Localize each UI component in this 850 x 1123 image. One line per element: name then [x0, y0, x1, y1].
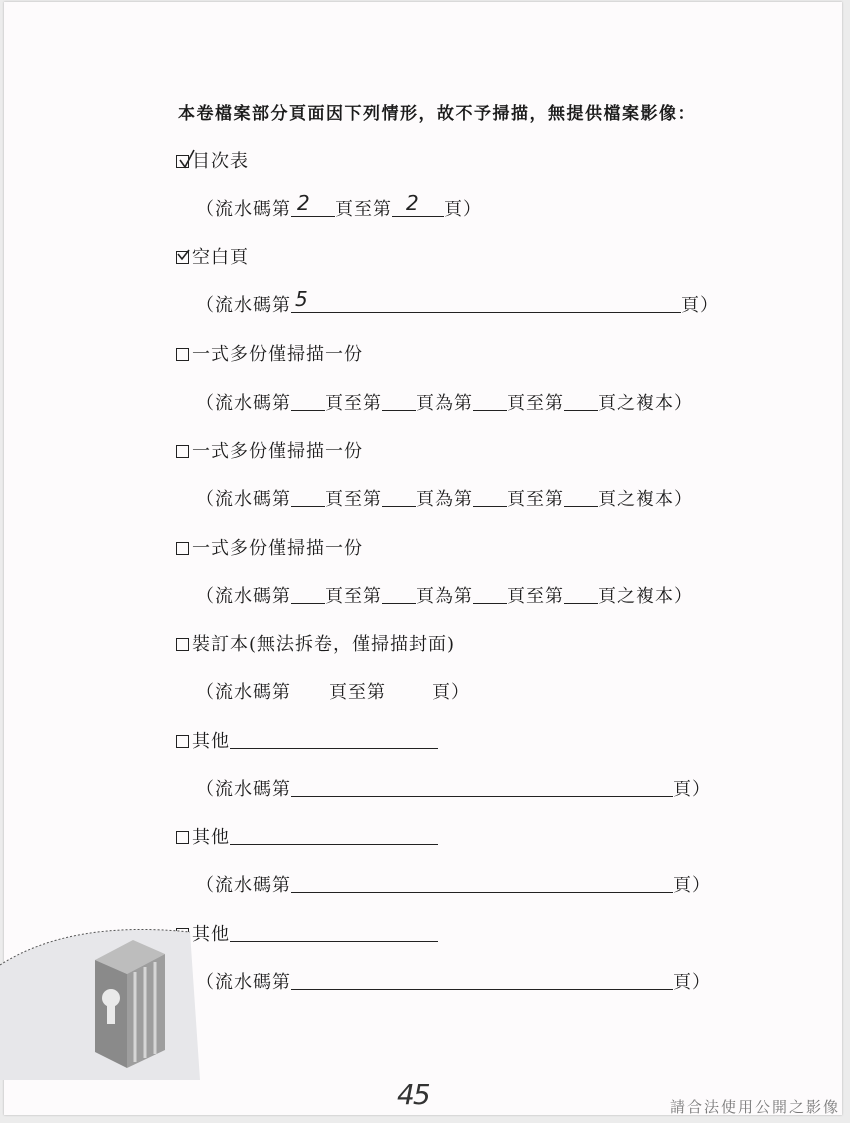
serial-field[interactable]	[473, 394, 507, 411]
checkbox[interactable]	[176, 735, 189, 748]
checkmark-icon	[177, 249, 190, 262]
copy-range-line: （流水碼第 頁至第 頁為第 頁至第 頁之複本）	[196, 393, 693, 414]
serial-field[interactable]	[291, 587, 325, 604]
checkbox-checked[interactable]	[176, 155, 189, 168]
serial-line: （流水碼第 頁）	[196, 779, 711, 800]
item-other[interactable]	[176, 826, 438, 850]
item-label: 一式多份僅掃描一份	[192, 344, 363, 365]
item-duplicate-copies[interactable]	[176, 343, 363, 367]
other-reason-field[interactable]	[230, 925, 438, 942]
item-label: 其他	[192, 827, 230, 848]
serial-from-field[interactable]	[291, 191, 335, 217]
serial-field[interactable]	[564, 490, 598, 507]
copy-range-line: （流水碼第 頁至第 頁為第 頁至第 頁之複本）	[196, 489, 693, 510]
item-label: 目次表	[192, 151, 249, 172]
checkmark-icon	[178, 148, 196, 170]
serial-field[interactable]	[291, 973, 673, 990]
item-duplicate-copies[interactable]	[176, 440, 363, 464]
item-label: 其他	[192, 731, 230, 752]
item-label: 其他	[192, 924, 230, 945]
serial-field[interactable]	[564, 394, 598, 411]
serial-field[interactable]	[473, 587, 507, 604]
serial-field[interactable]	[291, 394, 325, 411]
checkbox[interactable]	[176, 348, 189, 361]
serial-field[interactable]	[291, 876, 673, 893]
checkbox[interactable]	[176, 445, 189, 458]
serial-field[interactable]	[291, 490, 325, 507]
archive-logo-icon	[0, 920, 200, 1080]
checkbox[interactable]	[176, 831, 189, 844]
item-blank-page[interactable]	[176, 246, 249, 270]
item-label: 裝訂本(無法拆卷，僅掃描封面)	[192, 634, 456, 655]
serial-line: （流水碼第 5 頁）	[196, 287, 719, 316]
item-other[interactable]	[176, 730, 438, 754]
copy-range-line: （流水碼第 頁至第 頁為第 頁至第 頁之複本）	[196, 586, 693, 607]
serial-field[interactable]	[382, 587, 416, 604]
checkbox-checked[interactable]	[176, 251, 189, 264]
item-duplicate-copies[interactable]	[176, 537, 363, 561]
handwritten-value: 2	[406, 191, 419, 215]
serial-range-line: （流水碼第 2 頁至第 2 頁）	[196, 191, 482, 220]
serial-line: （流水碼第 頁）	[196, 972, 711, 993]
serial-line: （流水碼第 頁）	[196, 875, 711, 896]
serial-field[interactable]	[382, 490, 416, 507]
checkbox[interactable]	[176, 638, 189, 651]
item-bound-volume[interactable]	[176, 633, 455, 657]
serial-field[interactable]	[564, 587, 598, 604]
serial-field[interactable]	[291, 780, 673, 797]
handwritten-value: 5	[295, 287, 308, 311]
form-heading: 本卷檔案部分頁面因下列情形，故不予掃描，無提供檔案影像：	[178, 104, 696, 124]
handwritten-page-number: 45	[397, 1078, 429, 1111]
other-reason-field[interactable]	[230, 828, 438, 845]
item-table-of-contents[interactable]	[176, 150, 249, 174]
serial-field[interactable]	[473, 490, 507, 507]
handwritten-value: 2	[297, 191, 310, 215]
item-label: 空白頁	[192, 247, 249, 268]
item-label: 一式多份僅掃描一份	[192, 538, 363, 559]
serial-range-line: （流水碼第 頁至第 頁）	[196, 682, 470, 703]
item-other[interactable]	[176, 923, 438, 947]
usage-watermark: 請合法使用公開之影像	[669, 1098, 840, 1116]
serial-to-field[interactable]	[392, 191, 444, 217]
item-label: 一式多份僅掃描一份	[192, 441, 363, 462]
other-reason-field[interactable]	[230, 732, 438, 749]
checkbox[interactable]	[176, 542, 189, 555]
serial-field[interactable]	[382, 394, 416, 411]
